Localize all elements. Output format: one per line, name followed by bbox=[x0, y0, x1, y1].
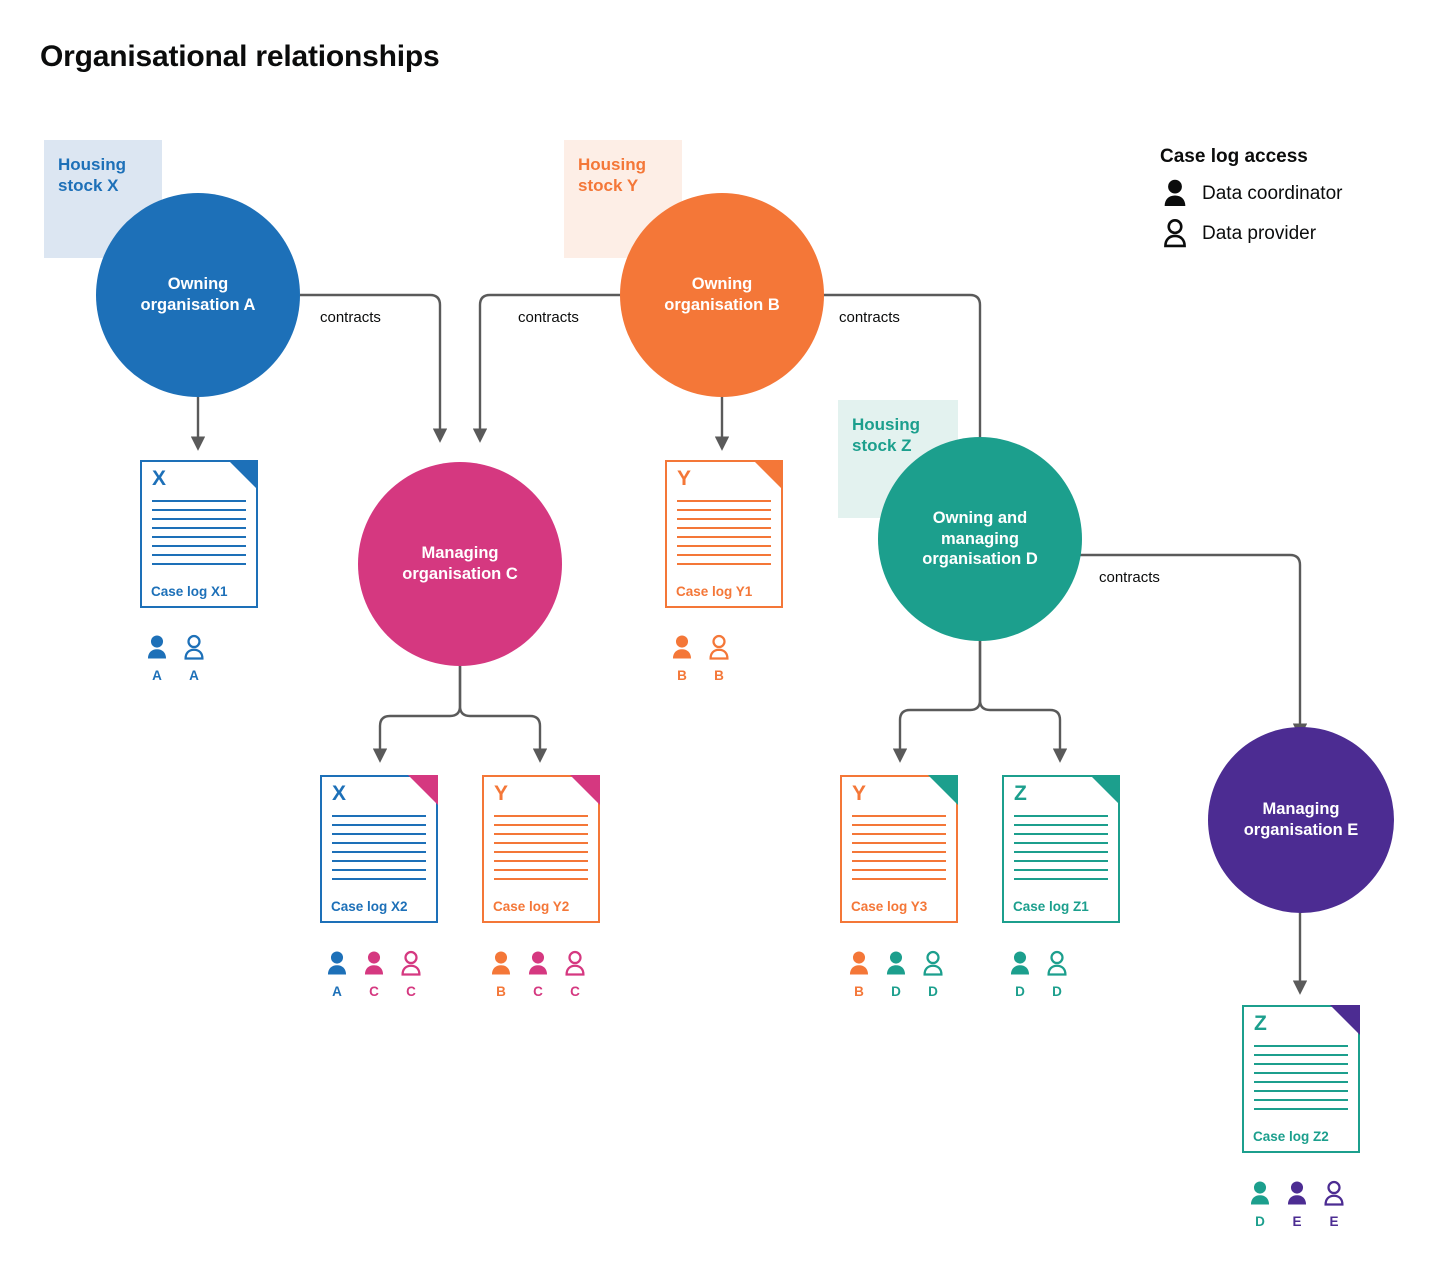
page-fold-icon bbox=[570, 775, 600, 805]
person-filled-icon bbox=[361, 950, 387, 978]
org-d-line2: managing bbox=[941, 529, 1019, 548]
case-log-z1-document[interactable] bbox=[1002, 775, 1120, 923]
person-label: D bbox=[1255, 1214, 1265, 1229]
person-data-coordinator bbox=[882, 950, 910, 999]
case-log-y3-caption: Case log Y3 bbox=[851, 899, 928, 914]
person-data-coordinator bbox=[524, 950, 552, 999]
person-data-coordinator bbox=[845, 950, 873, 999]
org-d-line1: Owning and bbox=[932, 509, 1028, 528]
person-data-coordinator bbox=[1246, 1180, 1274, 1229]
case-log-y2-document[interactable] bbox=[482, 775, 600, 923]
person-label: D bbox=[928, 984, 938, 999]
person-filled-icon bbox=[883, 950, 909, 978]
person-data-coordinator bbox=[143, 634, 171, 683]
housing-stock-z-line1: Housing bbox=[852, 415, 920, 434]
person-filled-icon bbox=[324, 950, 350, 978]
edge-label-contracts-b-d: contracts bbox=[839, 309, 900, 326]
legend-title: Case log access bbox=[1160, 146, 1308, 167]
person-data-provider bbox=[1043, 950, 1071, 999]
case-log-y3-access-people bbox=[845, 950, 947, 999]
person-outline-icon bbox=[181, 634, 207, 662]
person-label: B bbox=[677, 668, 687, 683]
person-data-coordinator bbox=[487, 950, 515, 999]
org-b-line2: organisation B bbox=[664, 296, 780, 314]
case-log-x1-access-people bbox=[143, 634, 208, 683]
case-log-y2-access-people bbox=[487, 950, 589, 999]
org-node-d[interactable] bbox=[878, 437, 1082, 641]
person-outline-icon bbox=[562, 950, 588, 978]
case-log-z2-access-people bbox=[1246, 1180, 1348, 1229]
org-b-line1: Owning bbox=[691, 275, 753, 294]
person-outline-icon bbox=[706, 634, 732, 662]
person-label: E bbox=[1292, 1214, 1302, 1229]
case-log-y1-document[interactable] bbox=[665, 460, 783, 608]
case-log-y1-caption: Case log Y1 bbox=[676, 584, 753, 599]
case-log-y3-document[interactable] bbox=[840, 775, 958, 923]
case-log-z2-caption: Case log Z2 bbox=[1253, 1129, 1329, 1144]
person-data-provider bbox=[561, 950, 589, 999]
person-filled-icon bbox=[525, 950, 551, 978]
person-filled-icon bbox=[144, 634, 170, 662]
person-label: A bbox=[152, 668, 162, 683]
person-filled-icon bbox=[1247, 1180, 1273, 1208]
document-lines bbox=[852, 815, 946, 887]
person-outline-icon bbox=[398, 950, 424, 978]
case-log-y1-access-people bbox=[668, 634, 733, 683]
org-node-e[interactable] bbox=[1208, 727, 1394, 913]
document-lines bbox=[494, 815, 588, 887]
case-log-x2-caption: Case log X2 bbox=[331, 899, 408, 914]
org-c-line2: organisation C bbox=[402, 565, 518, 583]
person-label: C bbox=[570, 984, 580, 999]
person-filled-icon bbox=[846, 950, 872, 978]
document-lines bbox=[332, 815, 426, 887]
case-log-z2-letter: Z bbox=[1254, 1012, 1267, 1035]
person-filled-icon bbox=[1007, 950, 1033, 978]
housing-stock-x-line2: stock X bbox=[58, 176, 119, 196]
case-log-x2-access-people bbox=[323, 950, 425, 999]
person-filled-icon bbox=[488, 950, 514, 978]
legend-item-data-provider bbox=[1160, 218, 1342, 250]
person-filled-icon bbox=[1284, 1180, 1310, 1208]
person-label: B bbox=[714, 668, 724, 683]
org-e-line1: Managing bbox=[1262, 800, 1340, 819]
document-lines bbox=[1014, 815, 1108, 887]
document-lines bbox=[677, 500, 771, 572]
case-log-z2-document[interactable] bbox=[1242, 1005, 1360, 1153]
person-label: C bbox=[533, 984, 543, 999]
org-node-a[interactable] bbox=[96, 193, 300, 397]
person-data-provider bbox=[1320, 1180, 1348, 1229]
case-log-z1-caption: Case log Z1 bbox=[1013, 899, 1089, 914]
person-outline-icon bbox=[1160, 218, 1190, 250]
person-label: D bbox=[1015, 984, 1025, 999]
legend bbox=[1160, 146, 1342, 258]
person-data-coordinator bbox=[1283, 1180, 1311, 1229]
person-label: B bbox=[496, 984, 506, 999]
case-log-x1-caption: Case log X1 bbox=[151, 584, 228, 599]
person-data-coordinator bbox=[360, 950, 388, 999]
person-label: B bbox=[854, 984, 864, 999]
page-title: Organisational relationships bbox=[40, 40, 440, 73]
document-lines bbox=[1254, 1045, 1348, 1117]
case-log-y3-letter: Y bbox=[852, 782, 867, 805]
person-data-provider bbox=[919, 950, 947, 999]
person-data-provider bbox=[180, 634, 208, 683]
case-log-x2-letter: X bbox=[332, 782, 347, 805]
person-outline-icon bbox=[1044, 950, 1070, 978]
page-fold-icon bbox=[1330, 1005, 1360, 1035]
case-log-z1-access-people bbox=[1006, 950, 1071, 999]
person-data-coordinator bbox=[323, 950, 351, 999]
person-label: E bbox=[1329, 1214, 1339, 1229]
org-d-line3: organisation D bbox=[922, 550, 1038, 569]
housing-stock-y-line1: Housing bbox=[578, 155, 646, 174]
org-a-line1: Owning bbox=[167, 275, 229, 294]
legend-label: Data provider bbox=[1202, 223, 1317, 244]
org-c-line1: Managing bbox=[421, 544, 499, 563]
page-fold-icon bbox=[753, 460, 783, 490]
case-log-x1-letter: X bbox=[152, 467, 167, 490]
legend-label: Data coordinator bbox=[1202, 183, 1343, 204]
housing-stock-z-line2: stock Z bbox=[852, 436, 912, 456]
edge-label-contracts-d-e: contracts bbox=[1099, 569, 1160, 586]
page-fold-icon bbox=[228, 460, 258, 490]
org-e-line2: organisation E bbox=[1243, 821, 1359, 839]
housing-stock-x-line1: Housing bbox=[58, 155, 126, 174]
person-label: D bbox=[1052, 984, 1062, 999]
person-outline-icon bbox=[1321, 1180, 1347, 1208]
page-fold-icon bbox=[928, 775, 958, 805]
page-fold-icon bbox=[408, 775, 438, 805]
case-log-y1-letter: Y bbox=[677, 467, 692, 490]
org-node-c[interactable] bbox=[358, 462, 562, 666]
case-log-x2-document[interactable] bbox=[320, 775, 438, 923]
case-log-y2-caption: Case log Y2 bbox=[493, 899, 570, 914]
case-log-x1-document[interactable] bbox=[140, 460, 258, 608]
person-data-provider bbox=[705, 634, 733, 683]
person-outline-icon bbox=[920, 950, 946, 978]
person-label: A bbox=[332, 984, 342, 999]
legend-item-data-coordinator bbox=[1160, 178, 1342, 210]
person-filled-icon bbox=[1160, 178, 1190, 210]
page-fold-icon bbox=[1090, 775, 1120, 805]
person-data-coordinator bbox=[668, 634, 696, 683]
person-data-provider bbox=[397, 950, 425, 999]
housing-stock-y-line2: stock Y bbox=[578, 176, 639, 196]
edge-label-contracts-a-c: contracts bbox=[320, 309, 381, 326]
person-label: C bbox=[369, 984, 379, 999]
edge-label-contracts-b-c: contracts bbox=[518, 309, 579, 326]
person-label: C bbox=[406, 984, 416, 999]
case-log-z1-letter: Z bbox=[1014, 782, 1027, 805]
case-log-y2-letter: Y bbox=[494, 782, 509, 805]
org-a-line2: organisation A bbox=[140, 296, 256, 314]
person-label: A bbox=[189, 668, 199, 683]
person-data-coordinator bbox=[1006, 950, 1034, 999]
document-lines bbox=[152, 500, 246, 572]
person-filled-icon bbox=[669, 634, 695, 662]
org-node-b[interactable] bbox=[620, 193, 824, 397]
person-label: D bbox=[891, 984, 901, 999]
